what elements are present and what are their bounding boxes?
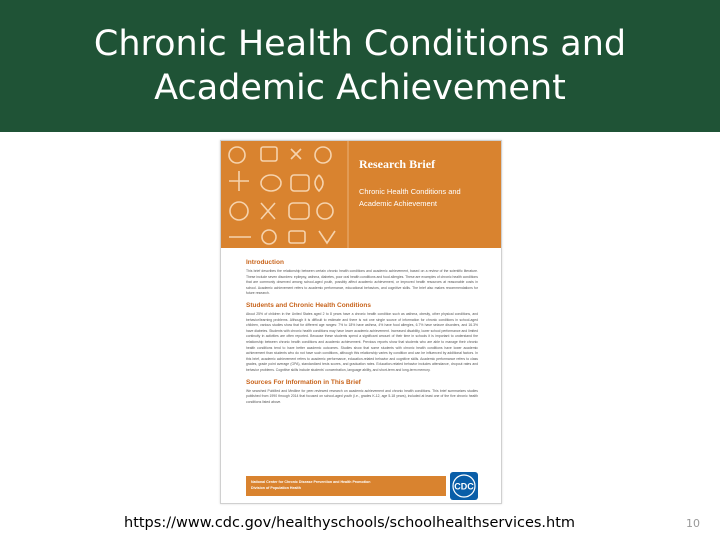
section-title-students: Students and Chronic Health Conditions	[246, 301, 371, 309]
cdc-logo-icon	[449, 471, 479, 501]
section-text-introduction: This brief describes the relationship between certain chronic health conditions and academic achievement, based on a review of the scientific literature. These include seven disorders: epilepsy, asthma, diabetes, poor oral health conditions and food allergies. These are examples of chronic health conditions that are commonly observed among school-aged youth, possibly affect academic achievement, or improved health resources at reasonable costs in school. Academic achievement refers to academic performance, educational behaviors, and cognitive skills. The brief also makes recommendations for future research.	[246, 269, 478, 296]
document-footer	[246, 471, 478, 499]
document-subheading: Chronic Health Conditions and Academic Achievement	[359, 187, 461, 208]
svg-text:CDC: CDC	[454, 481, 474, 492]
source-url[interactable]: https://www.cdc.gov/healthyschools/schoolhealthservices.htm	[124, 515, 576, 531]
footer-band	[246, 476, 446, 496]
slide-title: Chronic Health Conditions and Academic Achievement	[93, 24, 627, 108]
document-heading: Research Brief	[359, 157, 436, 171]
research-brief-document	[220, 140, 502, 504]
section-text-sources: We searched PubMed and Medline for peer-reviewed research on academic achievement and chronic health conditions. This brief summarizes studies published from 1990 through 2014 that focused on school-aged youth (i.e., grades K-12, age 5-18 years), included at least one of the five chronic health conditions listed above.	[246, 388, 478, 404]
document-header	[221, 141, 501, 248]
document-body	[246, 259, 478, 410]
health-icons-collage	[221, 141, 349, 248]
section-text-students: About 25% of children in the United States aged 2 to 8 years have a chronic health condition such as asthma, obesity, other physical conditions, and behavior/learning problems. Although it is difficult to estimate and there is not one single source of information for chronic conditions in school-aged children, various studies show that for different age ranges: 7% to 18% have asthma, 4% have food allergies, 6.7% have seizure disorders, and 16.3% have diabetes. Students with chronic health conditions may have lower academic achievement. Increased disability, lower school performance and limited continuity in activities are often reported. Because these students spend a significant amount of their time in schools it is important to understand the relationship between chronic health conditions and academic achievement. Previous reports show that students who are able to manage their chronic health conditions tend to have better academic outcomes. Studies show that some students with chronic health conditions have lower academic achievement than students who do not have such conditions, although this relationship varies by condition and can be influenced by additional factors. In this brief, academic achievement refers to academic performance, education-related behavior and cognitive skills. Academic performance refers to class grades, grade point average (GPA), standardized tests scores, and graduation rates. Education-related behavior includes attendance, dropout rates and behavior problems. Cognitive skills include students' concentration, language ability, and short-term and long-term memory.	[246, 311, 478, 372]
section-title-sources: Sources For Information in This Brief	[246, 378, 361, 386]
footer-text: National Center for Chronic Disease Prevention and Health Promotion Division of Population Health	[251, 480, 371, 490]
slide-page-number: 10	[686, 517, 700, 530]
section-title-introduction: Introduction	[246, 259, 284, 266]
title-band	[0, 0, 720, 132]
